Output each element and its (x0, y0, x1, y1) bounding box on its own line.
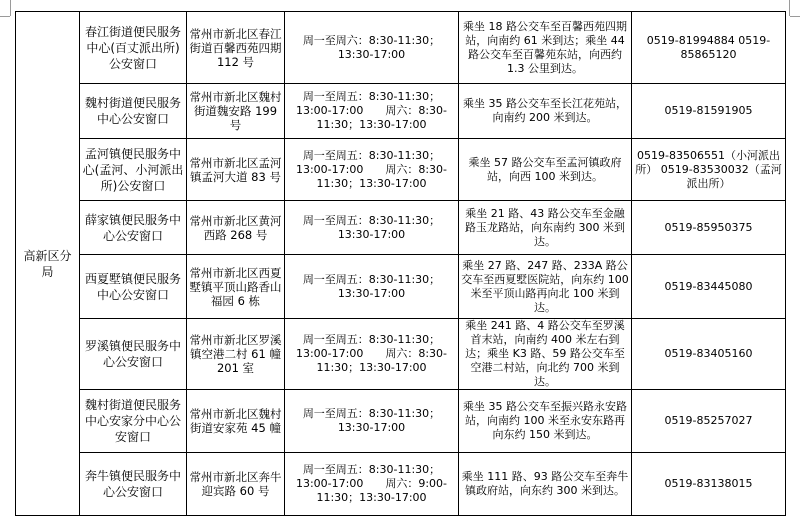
window-name-cell: 西夏墅镇便民服务中心公安窗口 (80, 255, 187, 319)
window-name-cell: 奔牛镇便民服务中心公安窗口 (80, 453, 187, 516)
address-cell: 常州市新北区奔牛迎宾路 60 号 (187, 453, 285, 516)
phone-cell: 0519-83138015 (632, 453, 786, 516)
phone-cell: 0519-81994884 0519-85865120 (632, 12, 786, 84)
bus-route-cell: 乘坐 35 路公交车至长江花苑站，向南约 200 米到达。 (459, 84, 632, 139)
phone-cell: 0519-81591905 (632, 84, 786, 139)
hours-cell: 周一至周五：8:30-11:30；13:30-17:00 (285, 201, 459, 255)
bus-route-cell: 乘坐 18 路公交车至百馨西苑四期站，向南约 61 米到达；乘坐 44 路公交车至百馨苑东站，向西约 1.3 公里到达。 (459, 12, 632, 84)
phone-cell: 0519-83405160 (632, 319, 786, 390)
corner-mark-right-v (789, 0, 790, 16)
corner-mark-left-h (0, 16, 10, 17)
corner-mark-right-h (790, 16, 800, 17)
address-cell: 常州市新北区西夏墅镇平顶山路香山福园 6 栋 (187, 255, 285, 319)
table-row (16, 139, 786, 201)
table-row (16, 201, 786, 255)
hours-cell: 周一至周六：8:30-11:30；13:30-17:00 (285, 12, 459, 84)
window-name-cell: 孟河镇便民服务中心(孟河、小河派出所)公安窗口 (80, 139, 187, 201)
hours-cell: 周一至周五：8:30-11:30；13:00-17:00 周六：9:00-11:30；13:30-17:00 (285, 453, 459, 516)
hours-cell: 周一至周五：8:30-11:30；13:30-17:00 (285, 390, 459, 453)
table-row (16, 390, 786, 453)
window-name-cell: 魏村街道便民服务中心安家分中心公安窗口 (80, 390, 187, 453)
address-cell: 常州市新北区罗溪镇空港二村 61 幢 201 室 (187, 319, 285, 390)
phone-cell: 0519-83445080 (632, 255, 786, 319)
address-cell: 常州市新北区春江街道百馨西苑四期 112 号 (187, 12, 285, 84)
window-name-cell: 薛家镇便民服务中心公安窗口 (80, 201, 187, 255)
bus-route-cell: 乘坐 111 路、93 路公交车至奔牛镇政府站，向东约 300 米到达。 (459, 453, 632, 516)
window-name-cell: 春江街道便民服务中心(百丈派出所)公安窗口 (80, 12, 187, 84)
address-cell: 常州市新北区黄河西路 268 号 (187, 201, 285, 255)
window-name-cell: 罗溪镇便民服务中心公安窗口 (80, 319, 187, 390)
hours-cell: 周一至周五：8:30-11:30；13:00-17:00 周六：8:30-11:30；13:30-17:00 (285, 319, 459, 390)
table-row (16, 255, 786, 319)
district-cell: 高新区分局 (16, 12, 80, 516)
phone-cell: 0519-83506551（小河派出所） 0519-83530032（孟河派出所） (632, 139, 786, 201)
hours-cell: 周一至周五：8:30-11:30；13:30-17:00 (285, 255, 459, 319)
hours-cell: 周一至周五：8:30-11:30；13:00-17:00 周六：8:30-11:30；13:30-17:00 (285, 139, 459, 201)
bus-route-cell: 乘坐 27 路、247 路、233A 路公交车至西夏墅医院站，向东约 100 米至平顶山路再向北 100 米到达。 (459, 255, 632, 319)
corner-mark-left-v (10, 0, 11, 16)
table-row (16, 319, 786, 390)
address-cell: 常州市新北区魏村街道魏安路 199 号 (187, 84, 285, 139)
table-row (16, 453, 786, 516)
window-name-cell: 魏村街道便民服务中心公安窗口 (80, 84, 187, 139)
bus-route-cell: 乘坐 35 路公交车至振兴路永安路站，向南约 100 米至永安东路再向东约 150 米到达。 (459, 390, 632, 453)
phone-cell: 0519-85950375 (632, 201, 786, 255)
address-cell: 常州市新北区魏村街道安家苑 45 幢 (187, 390, 285, 453)
table-row (16, 12, 786, 84)
bus-route-cell: 乘坐 57 路公交车至孟河镇政府站，向西 100 米到达。 (459, 139, 632, 201)
phone-cell: 0519-85257027 (632, 390, 786, 453)
table-row (16, 84, 786, 139)
hours-cell: 周一至周五：8:30-11:30；13:00-17:00 周六：8:30-11:30；13:30-17:00 (285, 84, 459, 139)
address-cell: 常州市新北区孟河镇孟河大道 83 号 (187, 139, 285, 201)
bus-route-cell: 乘坐 241 路、4 路公交车至罗溪首末站，向南约 400 米左右到达；乘坐 K3 路、59 路公交车至空港二村站，向北约 700 米到达。 (459, 319, 632, 390)
bus-route-cell: 乘坐 21 路、43 路公交车至金融路玉龙路站，向东南约 300 米到达。 (459, 201, 632, 255)
service-window-table (15, 11, 786, 516)
